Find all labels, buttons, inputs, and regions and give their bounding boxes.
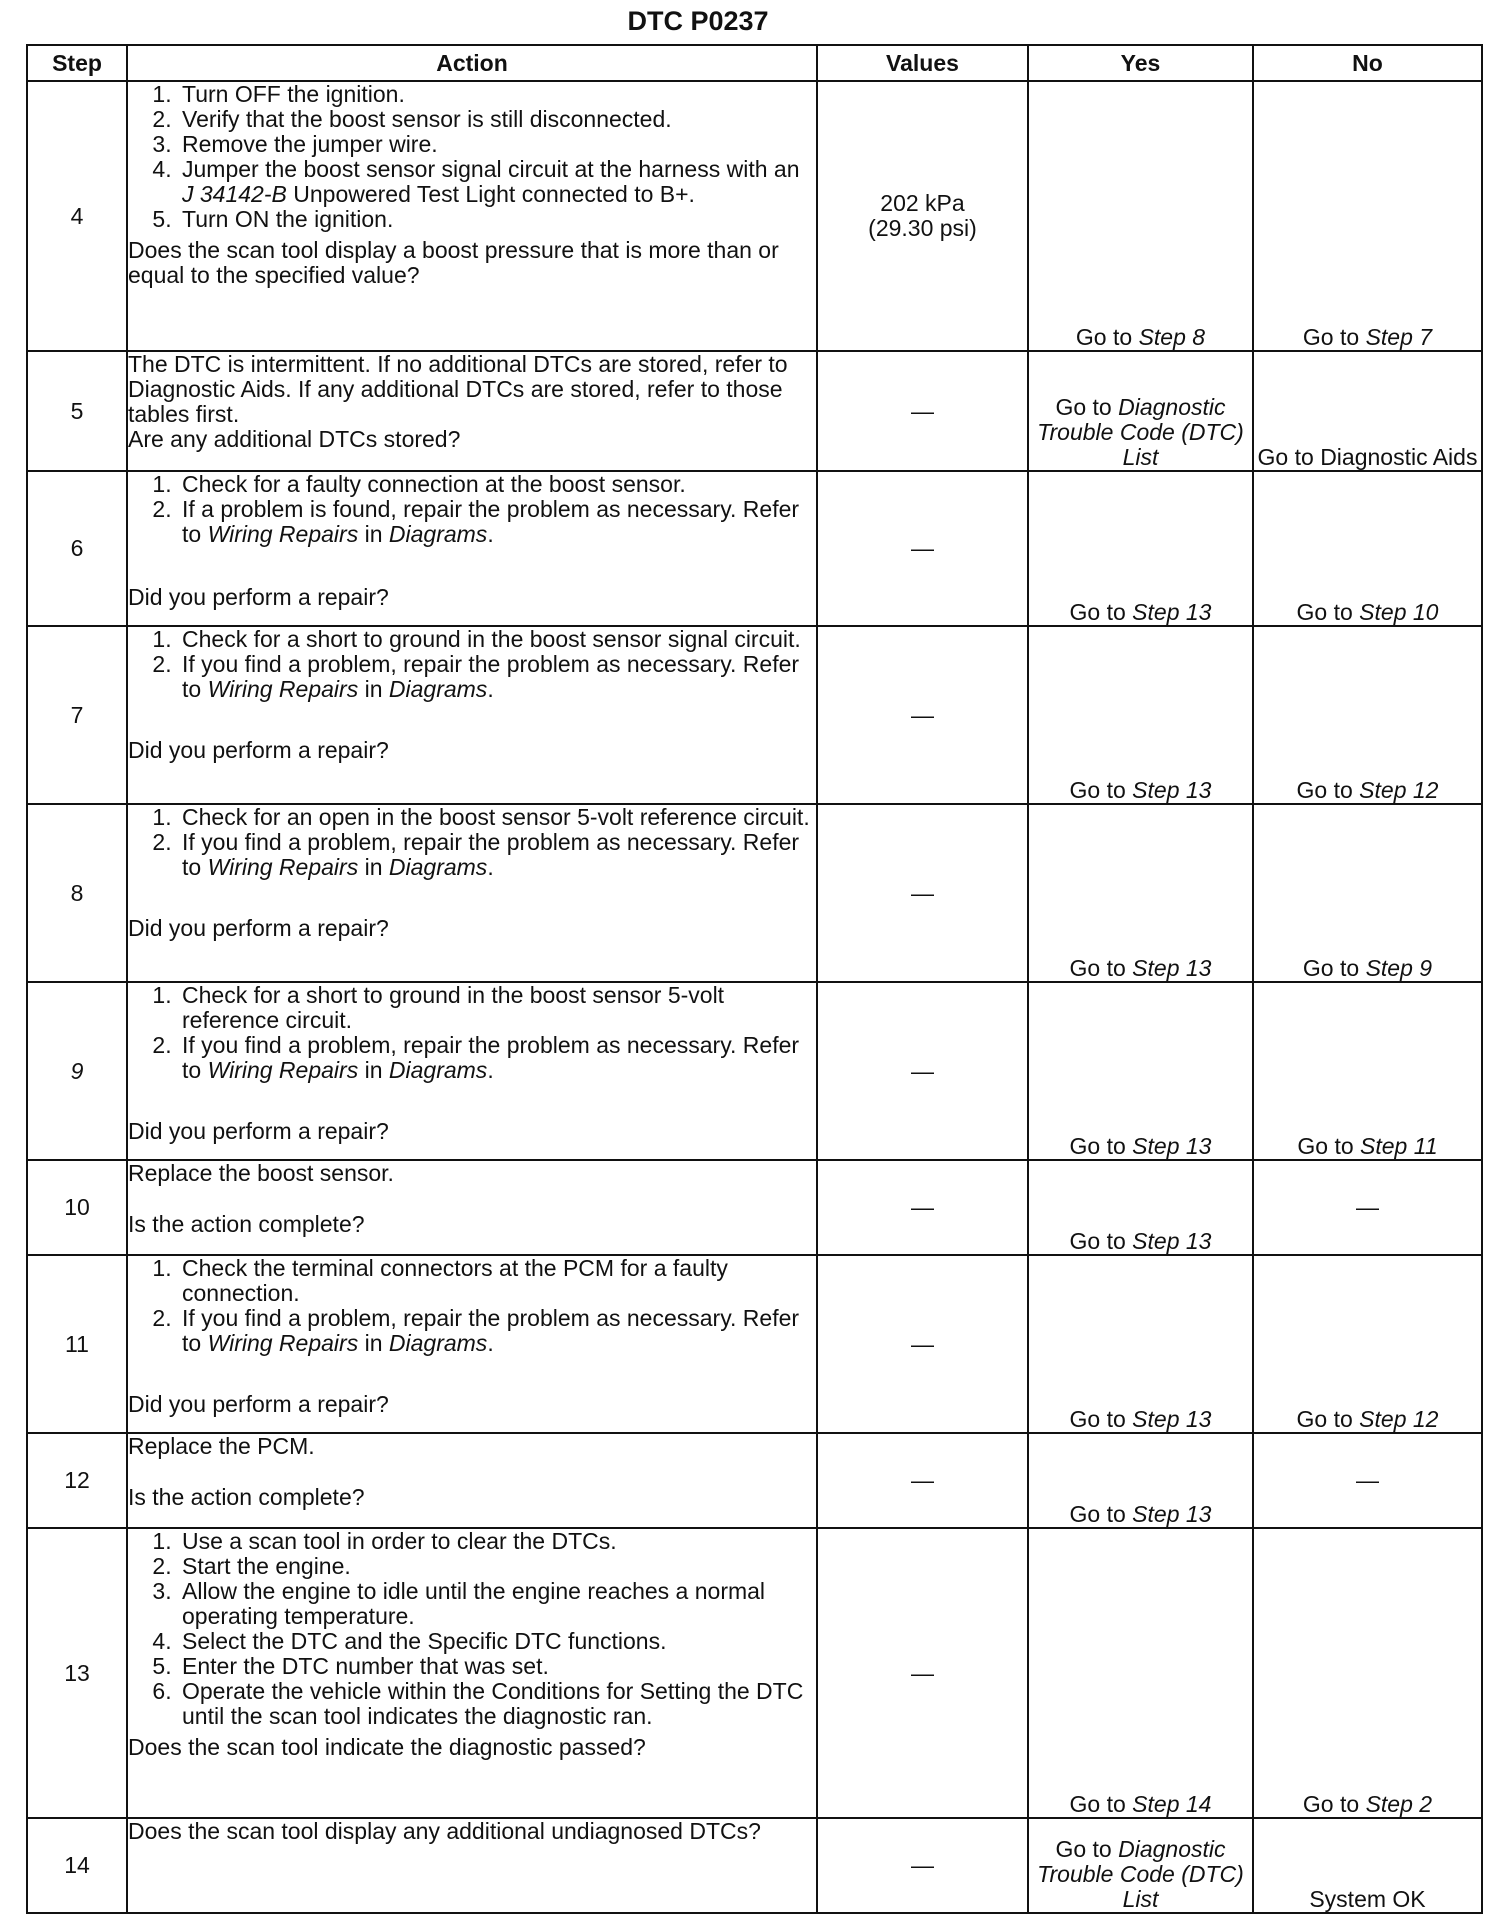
yes-step-ref: Step 8 [1138,324,1206,350]
yes-step-ref: Step 13 [1132,1406,1212,1432]
yes-cell [1028,351,1253,471]
action-cell [127,626,817,804]
yes-prefix: Go to [1069,1501,1133,1527]
list-item: 1. Use a scan tool in order to clear the DTCs. [178,1529,816,1554]
yes-cell [1028,1160,1253,1255]
yes-prefix: Go to [1069,1133,1133,1159]
no-cell [1253,982,1482,1160]
yes-prefix: Go to [1069,1791,1133,1817]
list-item: 1. Check for an open in the boost sensor 5-volt reference circuit. [178,805,816,830]
step-number: 4 [27,81,127,351]
yes-cell [1028,471,1253,626]
item-text: . [487,1330,494,1356]
header-yes: Yes [1028,45,1253,81]
action-question: Does the scan tool display any additional undiagnosed DTCs? [128,1818,761,1844]
list-item: 4. Select the DTC and the Specific DTC functions. [178,1629,816,1654]
list-item: 6. Operate the vehicle within the Conditions for Setting the DTC until the scan tool indicates the diagnostic ran. [178,1679,816,1729]
list-item: 3. Remove the jumper wire. [178,132,816,157]
action-text: Replace the PCM. [128,1433,315,1459]
table-row [27,81,1482,351]
no-prefix: Go to [1302,955,1366,981]
table-row [27,1528,1482,1818]
yes-prefix: Go to [1055,1836,1119,1862]
item-text: If you find a problem, repair the problem as necessary. Refer to [182,829,800,880]
list-item: 5. Turn ON the ignition. [178,207,816,232]
yes-prefix: Go to [1075,324,1139,350]
item-text: in [358,854,389,880]
yes-step-ref: Step 13 [1132,1228,1212,1254]
action-cell [127,1528,817,1818]
yes-step-ref: Diagnostic Trouble Code (DTC) List [1037,1836,1244,1912]
no-cell: — [1253,1433,1482,1528]
value-cell: — [817,982,1028,1160]
action-list [128,1529,816,1729]
action-list [128,82,816,232]
no-prefix: Go to [1297,1133,1361,1159]
yes-cell [1028,1528,1253,1818]
table-row [27,471,1482,626]
yes-cell [1028,626,1253,804]
yes-step-ref: Step 14 [1132,1791,1212,1817]
page-title: DTC P0237 [627,6,769,36]
yes-step-ref: Step 13 [1132,777,1212,803]
action-question: Is the action complete? [128,1484,365,1510]
item-text: If you find a problem, repair the problem as necessary. Refer to [182,1305,800,1356]
header-no: No [1253,45,1482,81]
no-prefix: Go to [1296,777,1360,803]
yes-cell [1028,1433,1253,1528]
wiring-repairs-ref: Wiring Repairs [207,1057,359,1083]
step-number: 10 [27,1160,127,1255]
yes-prefix: Go to [1069,955,1133,981]
action-list [128,983,816,1083]
yes-step-ref: Diagnostic Trouble Code (DTC) List [1037,394,1244,470]
no-step-ref: Step 7 [1365,324,1433,350]
dtc-table [26,44,1483,1914]
wiring-repairs-ref: Wiring Repairs [207,1330,359,1356]
wiring-repairs-ref: Wiring Repairs [207,676,359,702]
step-number: 14 [27,1818,127,1913]
action-cell [127,1818,817,1913]
no-step-ref: Step 11 [1360,1133,1438,1159]
table-row [27,1255,1482,1433]
step-number: 7 [27,626,127,804]
action-text: Replace the boost sensor. [128,1160,394,1186]
yes-cell [1028,1818,1253,1913]
no-cell [1253,1255,1482,1433]
item-text: If you find a problem, repair the problem as necessary. Refer to [182,651,800,702]
table-row [27,804,1482,982]
item-text: in [358,1330,389,1356]
diagrams-ref: Diagrams [388,521,488,547]
table-row [27,1818,1482,1913]
item-text: Unpowered Test Light connected to B+. [286,181,695,207]
no-step-ref: Step 9 [1365,955,1433,981]
list-item: 1. Check the terminal connectors at the PCM for a faulty connection. [178,1256,816,1306]
list-item [178,1033,816,1083]
yes-step-ref: Step 13 [1132,955,1212,981]
yes-cell [1028,1255,1253,1433]
action-text: The DTC is intermittent. If no additional DTCs are stored, refer to Diagnostic Aids. If any additional DTCs are stored, refer to those tables first. [128,351,788,427]
value-line: 202 kPa [880,190,965,216]
wiring-repairs-ref: Wiring Repairs [207,854,359,880]
list-item: 2. Start the engine. [178,1554,816,1579]
yes-prefix: Go to [1055,394,1119,420]
yes-step-ref: Step 13 [1132,1501,1212,1527]
no-step-ref: Step 12 [1359,777,1439,803]
value-cell: — [817,626,1028,804]
item-text: in [358,1057,389,1083]
action-cell [127,471,817,626]
action-cell [127,351,817,471]
action-list [128,627,816,702]
list-item: 1. Check for a short to ground in the boost sensor 5-volt reference circuit. [178,983,816,1033]
diagrams-ref: Diagrams [388,854,488,880]
no-cell: System OK [1253,1818,1482,1913]
item-text: . [487,521,494,547]
value-cell [817,81,1028,351]
diagrams-ref: Diagrams [388,1330,488,1356]
step-number: 6 [27,471,127,626]
diagrams-ref: Diagrams [388,1057,488,1083]
list-item: 1. Check for a short to ground in the boost sensor signal circuit. [178,627,816,652]
no-prefix: Go to [1296,599,1360,625]
no-cell: — [1253,1160,1482,1255]
value-cell: — [817,1160,1028,1255]
item-text: . [487,676,494,702]
value-cell: — [817,1528,1028,1818]
item-text: If you find a problem, repair the problem as necessary. Refer to [182,1032,800,1083]
action-cell [127,1433,817,1528]
header-row [27,45,1482,81]
value-cell: — [817,1255,1028,1433]
action-question: Did you perform a repair? [128,1118,389,1144]
action-cell [127,81,817,351]
list-item [178,497,816,547]
table-row [27,982,1482,1160]
action-question: Did you perform a repair? [128,737,389,763]
list-item: 1. Check for a faulty connection at the boost sensor. [178,472,816,497]
no-cell: Go to Diagnostic Aids [1253,351,1482,471]
item-text: in [358,521,389,547]
list-item: 5. Enter the DTC number that was set. [178,1654,816,1679]
yes-prefix: Go to [1069,599,1133,625]
action-question: Does the scan tool indicate the diagnostic passed? [128,1734,646,1760]
action-question: Are any additional DTCs stored? [128,426,461,452]
action-question: Did you perform a repair? [128,915,389,941]
no-prefix: Go to [1302,324,1366,350]
action-list [128,805,816,880]
table-row [27,1433,1482,1528]
list-item [178,1306,816,1356]
step-number: 8 [27,804,127,982]
tool-reference: J 34142-B [182,181,287,207]
action-cell [127,982,817,1160]
yes-prefix: Go to [1069,1406,1133,1432]
no-cell [1253,81,1482,351]
yes-cell [1028,804,1253,982]
list-item: 1. Turn OFF the ignition. [178,82,816,107]
item-text: in [358,676,389,702]
step-number: 13 [27,1528,127,1818]
no-cell [1253,1528,1482,1818]
list-item [178,157,816,207]
no-step-ref: Step 2 [1365,1791,1433,1817]
value-cell: — [817,351,1028,471]
value-cell: — [817,804,1028,982]
item-text: . [487,854,494,880]
diagrams-ref: Diagrams [388,676,488,702]
value-cell: — [817,1433,1028,1528]
action-question: Did you perform a repair? [128,1391,389,1417]
value-line: (29.30 psi) [868,215,977,241]
no-prefix: Go to [1302,1791,1366,1817]
header-action: Action [127,45,817,81]
step-number: 5 [27,351,127,471]
wiring-repairs-ref: Wiring Repairs [207,521,359,547]
action-question: Is the action complete? [128,1211,365,1237]
header-values: Values [817,45,1028,81]
yes-step-ref: Step 13 [1132,1133,1212,1159]
list-item: 2. Verify that the boost sensor is still disconnected. [178,107,816,132]
action-list [128,472,816,547]
action-list [128,1256,816,1356]
list-item [178,830,816,880]
no-step-ref: Step 10 [1359,599,1439,625]
no-step-ref: Step 12 [1359,1406,1439,1432]
item-text: . [487,1057,494,1083]
action-cell [127,1255,817,1433]
value-cell: — [817,1818,1028,1913]
yes-cell [1028,81,1253,351]
step-number: 12 [27,1433,127,1528]
step-number: 11 [27,1255,127,1433]
item-text: Jumper the boost sensor signal circuit at the harness with an [182,156,800,182]
table-row [27,1160,1482,1255]
list-item: 3. Allow the engine to idle until the engine reaches a normal operating temperature. [178,1579,816,1629]
no-prefix: Go to [1296,1406,1360,1432]
no-cell [1253,804,1482,982]
action-question: Did you perform a repair? [128,584,389,610]
list-item [178,652,816,702]
table-row [27,626,1482,804]
yes-prefix: Go to [1069,777,1133,803]
yes-cell [1028,982,1253,1160]
action-cell [127,804,817,982]
no-cell [1253,471,1482,626]
header-step: Step [27,45,127,81]
action-question: Does the scan tool display a boost pressure that is more than or equal to the specified value? [128,237,779,288]
action-cell [127,1160,817,1255]
item-text: If a problem is found, repair the problem as necessary. Refer to [182,496,800,547]
yes-prefix: Go to [1069,1228,1133,1254]
no-cell [1253,626,1482,804]
step-number: 9 [27,982,127,1160]
table-row [27,351,1482,471]
yes-step-ref: Step 13 [1132,599,1212,625]
value-cell: — [817,471,1028,626]
